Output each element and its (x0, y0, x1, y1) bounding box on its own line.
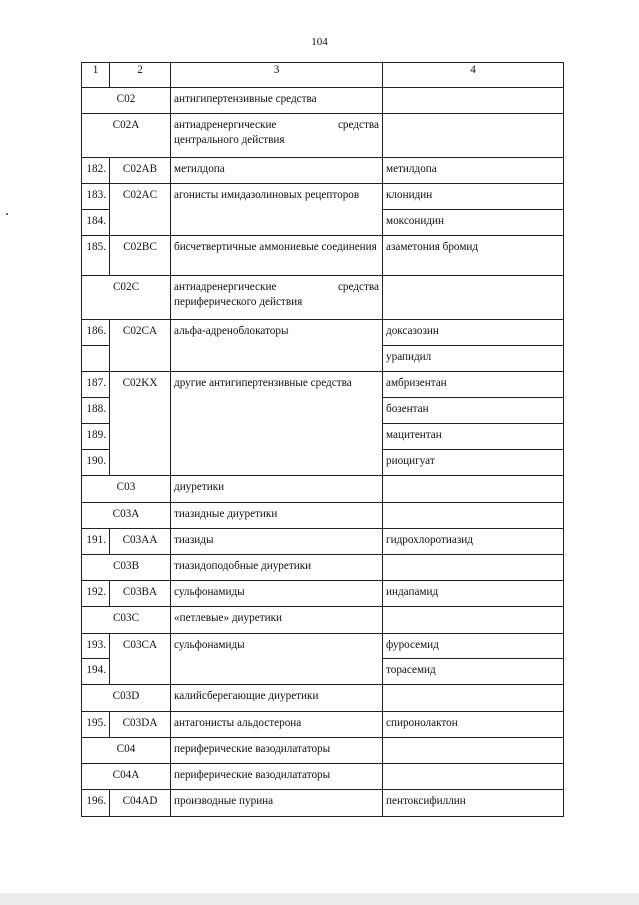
header-col-1: 1 (82, 63, 110, 88)
group-description: антиадренергические средства центрального действия (171, 114, 383, 158)
row-number: 196. (82, 790, 110, 817)
drug-cell (383, 685, 564, 712)
drug-name: спиронолактон (383, 712, 564, 738)
drug-name: азаметония бромид (383, 236, 564, 276)
atc-code: C04AD (110, 790, 171, 817)
table-row (82, 158, 564, 184)
drug-name: амбризентан (383, 372, 564, 398)
group-description: «петлевые» диуретики (171, 607, 383, 634)
group-code: C03A (82, 503, 171, 529)
atc-code: C02CA (110, 320, 171, 372)
drug-name: мацитентан (383, 424, 564, 450)
atc-code: C03CA (110, 634, 171, 685)
atc-code: C03BA (110, 581, 171, 607)
drug-name: гидрохлоротиазид (383, 529, 564, 555)
scan-mark (6, 213, 8, 215)
row-number: 191. (82, 529, 110, 555)
drug-cell (383, 555, 564, 581)
table-row (82, 555, 564, 581)
group-description: тиазиды (171, 529, 383, 555)
row-number: 185. (82, 236, 110, 276)
drug-name: торасемид (383, 659, 564, 685)
atc-code: C03AA (110, 529, 171, 555)
table-row (82, 88, 564, 114)
drug-cell (383, 88, 564, 114)
table-row (82, 790, 564, 817)
drug-name: метилдопа (383, 158, 564, 184)
table-row (82, 607, 564, 634)
drug-name: пентоксифиллин (383, 790, 564, 817)
group-description: агонисты имидазолиновых рецепторов (171, 184, 383, 236)
group-description: бисчетвертичные аммониевые соединения (171, 236, 383, 276)
row-number: 193. (82, 634, 110, 659)
atc-code: C02AC (110, 184, 171, 236)
drug-name: моксонидин (383, 210, 564, 236)
group-description: калийсберегающие диуретики (171, 685, 383, 712)
drug-cell (383, 114, 564, 158)
group-description: антагонисты альдостерона (171, 712, 383, 738)
row-number: 195. (82, 712, 110, 738)
table-row (82, 372, 564, 398)
drug-name: индапамид (383, 581, 564, 607)
drug-name: фуросемид (383, 634, 564, 659)
row-number: 184. (82, 210, 110, 236)
table-row (82, 320, 564, 346)
table-row (82, 712, 564, 738)
page-number: 104 (311, 36, 328, 48)
group-code: C03 (82, 476, 171, 503)
drug-cell (383, 607, 564, 634)
drug-cell (383, 738, 564, 764)
row-number: 192. (82, 581, 110, 607)
row-number-empty (82, 346, 110, 372)
atc-code: C02BC (110, 236, 171, 276)
group-description: другие антигипертензивные средства (171, 372, 383, 476)
group-description: альфа-адреноблокаторы (171, 320, 383, 372)
group-code: C02C (82, 276, 171, 320)
scan-bottom-edge (0, 893, 639, 905)
group-description: сульфонамиды (171, 634, 383, 685)
group-code: C02A (82, 114, 171, 158)
drug-name: клонидин (383, 184, 564, 210)
group-description: производные пурина (171, 790, 383, 817)
drug-cell (383, 476, 564, 503)
row-number: 187. (82, 372, 110, 398)
table-row (82, 738, 564, 764)
row-number: 186. (82, 320, 110, 346)
table-row (82, 581, 564, 607)
drug-name: бозентан (383, 398, 564, 424)
group-code: C02 (82, 88, 171, 114)
drug-cell (383, 503, 564, 529)
drug-name: доксазозин (383, 320, 564, 346)
header-row (82, 63, 564, 88)
table-row (82, 114, 564, 158)
group-description: диуретики (171, 476, 383, 503)
group-code: C04 (82, 738, 171, 764)
group-code: C03B (82, 555, 171, 581)
row-number: 183. (82, 184, 110, 210)
table-row (82, 529, 564, 555)
row-number: 182. (82, 158, 110, 184)
group-description: антиадренергические средства периферического действия (171, 276, 383, 320)
group-code: C04A (82, 764, 171, 790)
row-number: 194. (82, 659, 110, 685)
drug-cell (383, 764, 564, 790)
drug-name: риоцигуат (383, 450, 564, 476)
table-row (82, 634, 564, 659)
header-col-3: 3 (171, 63, 383, 88)
header-col-4: 4 (383, 63, 564, 88)
row-number: 189. (82, 424, 110, 450)
group-description: тиазидные диуретики (171, 503, 383, 529)
atc-code: C02KX (110, 372, 171, 476)
group-description: метилдопа (171, 158, 383, 184)
group-description: антигипертензивные средства (171, 88, 383, 114)
row-number: 188. (82, 398, 110, 424)
drug-name: урапидил (383, 346, 564, 372)
table-row (82, 476, 564, 503)
table-row (82, 764, 564, 790)
group-description: периферические вазодилататоры (171, 738, 383, 764)
header-col-2: 2 (110, 63, 171, 88)
table-row (82, 503, 564, 529)
group-description: периферические вазодилататоры (171, 764, 383, 790)
atc-code: C02AB (110, 158, 171, 184)
row-number: 190. (82, 450, 110, 476)
group-code: C03D (82, 685, 171, 712)
group-code: C03C (82, 607, 171, 634)
table-row (82, 184, 564, 210)
group-description: тиазидоподобные диуретики (171, 555, 383, 581)
atc-code: C03DA (110, 712, 171, 738)
drug-cell (383, 276, 564, 320)
table-row (82, 685, 564, 712)
group-description: сульфонамиды (171, 581, 383, 607)
table-row (82, 276, 564, 320)
medication-table (81, 62, 564, 817)
table-row (82, 236, 564, 276)
